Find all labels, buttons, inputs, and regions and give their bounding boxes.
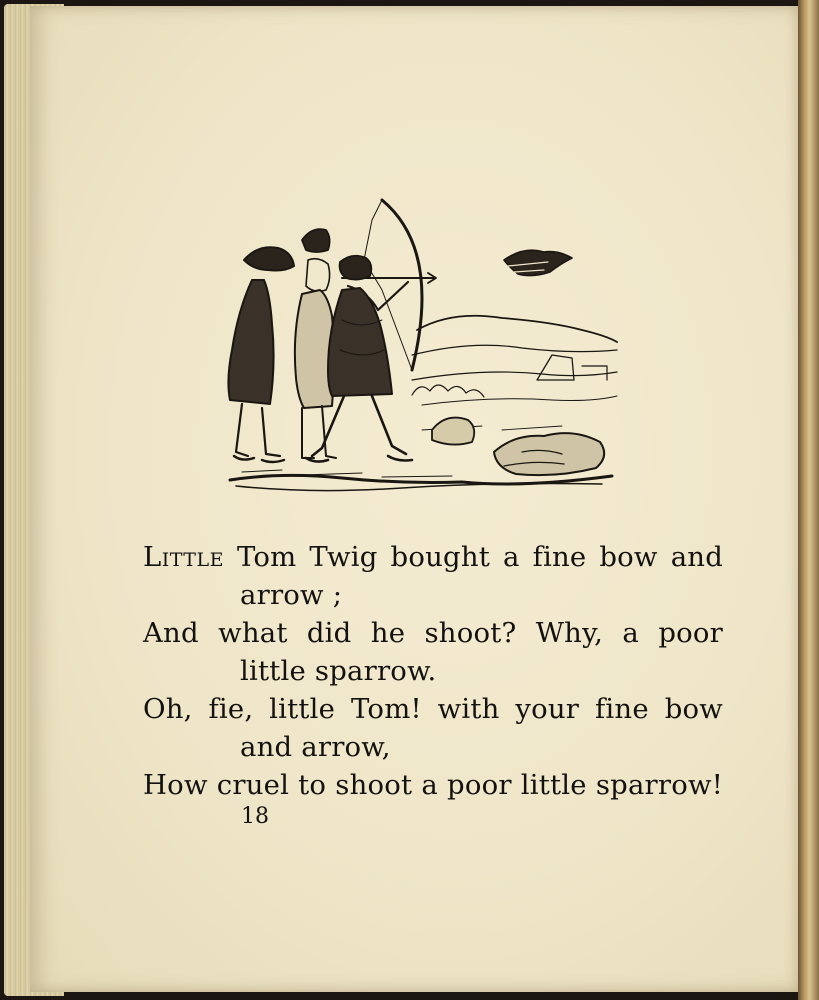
verse-line-3: And what did he shoot? Why, a poor xyxy=(143,617,723,649)
archer-illustration-icon xyxy=(222,190,624,510)
verse-line-6: and arrow, xyxy=(240,731,391,763)
verse-line-2: arrow ; xyxy=(240,579,343,611)
verse-line-7: How cruel to shoot a poor little sparrow! xyxy=(143,769,723,801)
verse-drop-word: Little xyxy=(143,541,224,573)
verse-text xyxy=(143,538,723,804)
verse-line-1 xyxy=(143,538,723,576)
verse-line-5: Oh, fie, little Tom! with your fine bow xyxy=(143,693,723,725)
book-spine-edge xyxy=(798,0,819,1000)
verse-line-4: little sparrow. xyxy=(240,655,437,687)
page-number: 18 xyxy=(241,804,269,829)
verse-line-1-rest: Tom Twig bought a fine bow and xyxy=(223,541,723,573)
